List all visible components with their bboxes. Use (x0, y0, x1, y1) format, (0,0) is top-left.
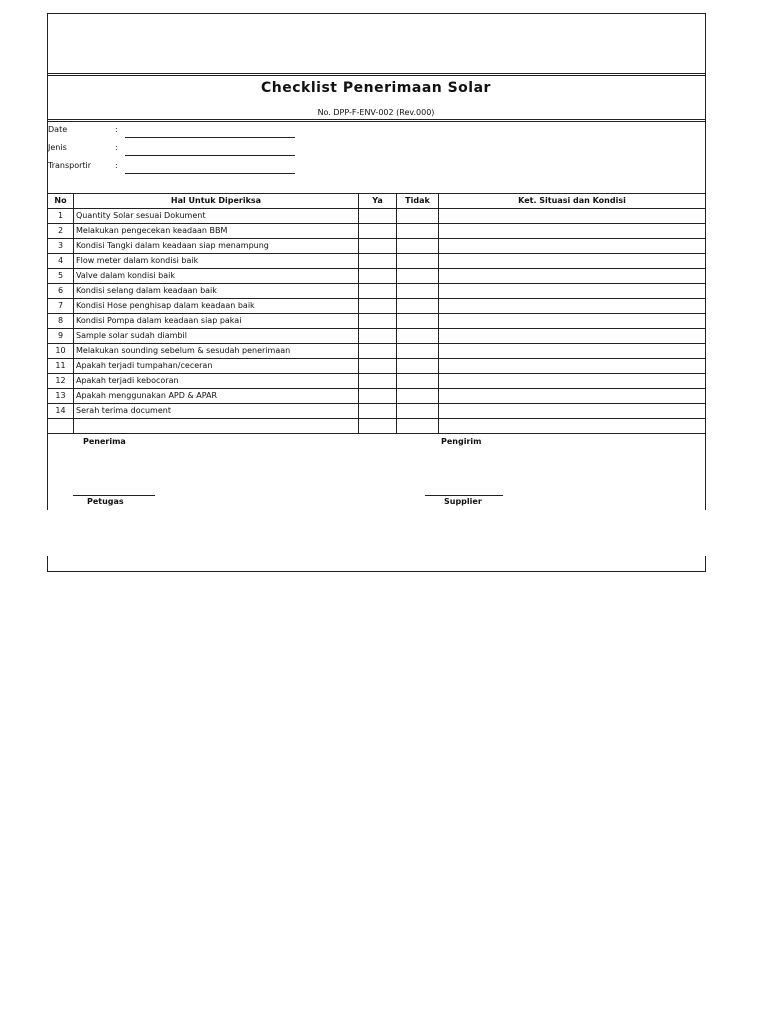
jenis-input-line[interactable] (125, 155, 295, 156)
jenis-label: Jenis (48, 143, 67, 152)
page-title: Checklist Penerimaan Solar (261, 80, 491, 96)
tidak-cell[interactable] (397, 224, 439, 239)
row-number: 9 (48, 329, 74, 344)
ya-cell[interactable] (359, 329, 397, 344)
column-header-keterangan: Ket. Situasi dan Kondisi (439, 194, 706, 209)
keterangan-cell[interactable] (439, 299, 706, 314)
receiver-label: Penerima (83, 437, 126, 446)
ya-cell[interactable] (359, 404, 397, 419)
row-number: 11 (48, 359, 74, 374)
row-number (48, 419, 74, 434)
row-item: Kondisi Pompa dalam keadaan siap pakai (74, 314, 359, 329)
ya-cell[interactable] (359, 314, 397, 329)
row-number: 3 (48, 239, 74, 254)
row-number: 10 (48, 344, 74, 359)
ya-cell[interactable] (359, 239, 397, 254)
sender-label: Pengirim (441, 437, 482, 446)
keterangan-cell[interactable] (439, 284, 706, 299)
sender-role: Supplier (444, 497, 482, 506)
table-row (48, 239, 706, 254)
colon: : (115, 161, 118, 170)
receiver-role: Petugas (87, 497, 124, 506)
ya-cell[interactable] (359, 284, 397, 299)
row-item: Apakah menggunakan APD & APAR (74, 389, 359, 404)
table-row (48, 254, 706, 269)
keterangan-cell[interactable] (439, 314, 706, 329)
keterangan-cell[interactable] (439, 224, 706, 239)
table-header-row (48, 194, 706, 209)
transportir-input-line[interactable] (125, 173, 295, 174)
table-row (48, 284, 706, 299)
tidak-cell[interactable] (397, 239, 439, 254)
tidak-cell[interactable] (397, 329, 439, 344)
checklist-form (47, 13, 705, 571)
ya-cell[interactable] (359, 269, 397, 284)
row-item: Quantity Solar sesuai Dokument (74, 209, 359, 224)
row-item: Kondisi Hose penghisap dalam keadaan baik (74, 299, 359, 314)
row-item: Flow meter dalam kondisi baik (74, 254, 359, 269)
tidak-cell[interactable] (397, 299, 439, 314)
table-row (48, 389, 706, 404)
form-footer-frame (47, 556, 706, 572)
ya-cell[interactable] (359, 344, 397, 359)
keterangan-cell[interactable] (439, 419, 706, 434)
divider (47, 121, 705, 122)
row-number: 7 (48, 299, 74, 314)
keterangan-cell[interactable] (439, 344, 706, 359)
table-row (48, 344, 706, 359)
keterangan-cell[interactable] (439, 239, 706, 254)
column-header-no: No (48, 194, 74, 209)
column-header-ya: Ya (359, 194, 397, 209)
tidak-cell[interactable] (397, 254, 439, 269)
ya-cell[interactable] (359, 359, 397, 374)
row-number: 4 (48, 254, 74, 269)
row-number: 1 (48, 209, 74, 224)
colon: : (115, 143, 118, 152)
keterangan-cell[interactable] (439, 404, 706, 419)
tidak-cell[interactable] (397, 419, 439, 434)
keterangan-cell[interactable] (439, 269, 706, 284)
row-item: Sample solar sudah diambil (74, 329, 359, 344)
keterangan-cell[interactable] (439, 329, 706, 344)
row-number: 5 (48, 269, 74, 284)
ya-cell[interactable] (359, 374, 397, 389)
row-number: 8 (48, 314, 74, 329)
table-row (48, 299, 706, 314)
tidak-cell[interactable] (397, 389, 439, 404)
keterangan-cell[interactable] (439, 254, 706, 269)
row-number: 13 (48, 389, 74, 404)
keterangan-cell[interactable] (439, 389, 706, 404)
date-label: Date (48, 125, 68, 134)
receiver-signature-line[interactable] (73, 495, 155, 496)
row-number: 2 (48, 224, 74, 239)
date-input-line[interactable] (125, 137, 295, 138)
table-row (48, 404, 706, 419)
row-item: Kondisi Tangki dalam keadaan siap menampung (74, 239, 359, 254)
column-header-tidak: Tidak (397, 194, 439, 209)
row-number: 12 (48, 374, 74, 389)
divider (47, 73, 705, 74)
row-item: Serah terima document (74, 404, 359, 419)
row-item: Valve dalam kondisi baik (74, 269, 359, 284)
document-number: No. DPP-F-ENV-002 (Rev.000) (317, 108, 435, 117)
divider (47, 75, 705, 76)
table-row (48, 314, 706, 329)
ya-cell[interactable] (359, 254, 397, 269)
column-header-item: Hal Untuk Diperiksa (74, 194, 359, 209)
table-row (48, 209, 706, 224)
ya-cell[interactable] (359, 224, 397, 239)
keterangan-cell[interactable] (439, 359, 706, 374)
tidak-cell[interactable] (397, 269, 439, 284)
keterangan-cell[interactable] (439, 209, 706, 224)
table-row (48, 359, 706, 374)
ya-cell[interactable] (359, 419, 397, 434)
row-item: Apakah terjadi kebocoran (74, 374, 359, 389)
ya-cell[interactable] (359, 389, 397, 404)
row-number: 14 (48, 404, 74, 419)
tidak-cell[interactable] (397, 404, 439, 419)
table-row (48, 374, 706, 389)
row-item: Apakah terjadi tumpahan/ceceran (74, 359, 359, 374)
tidak-cell[interactable] (397, 359, 439, 374)
tidak-cell[interactable] (397, 314, 439, 329)
table-row (48, 329, 706, 344)
transportir-label: Transportir (48, 161, 92, 170)
tidak-cell[interactable] (397, 374, 439, 389)
checklist-table (47, 193, 706, 434)
ya-cell[interactable] (359, 299, 397, 314)
tidak-cell[interactable] (397, 344, 439, 359)
ya-cell[interactable] (359, 209, 397, 224)
table-row (48, 269, 706, 284)
row-item (74, 419, 359, 434)
tidak-cell[interactable] (397, 284, 439, 299)
row-item: Melakukan sounding sebelum & sesudah penerimaan (74, 344, 359, 359)
table-row (48, 224, 706, 239)
table-row (48, 419, 706, 434)
keterangan-cell[interactable] (439, 374, 706, 389)
row-item: Kondisi selang dalam keadaan baik (74, 284, 359, 299)
divider (47, 119, 705, 120)
tidak-cell[interactable] (397, 209, 439, 224)
row-number: 6 (48, 284, 74, 299)
logo-area (47, 13, 704, 73)
sender-signature-line[interactable] (425, 495, 503, 496)
row-item: Melakukan pengecekan keadaan BBM (74, 224, 359, 239)
colon: : (115, 125, 118, 134)
